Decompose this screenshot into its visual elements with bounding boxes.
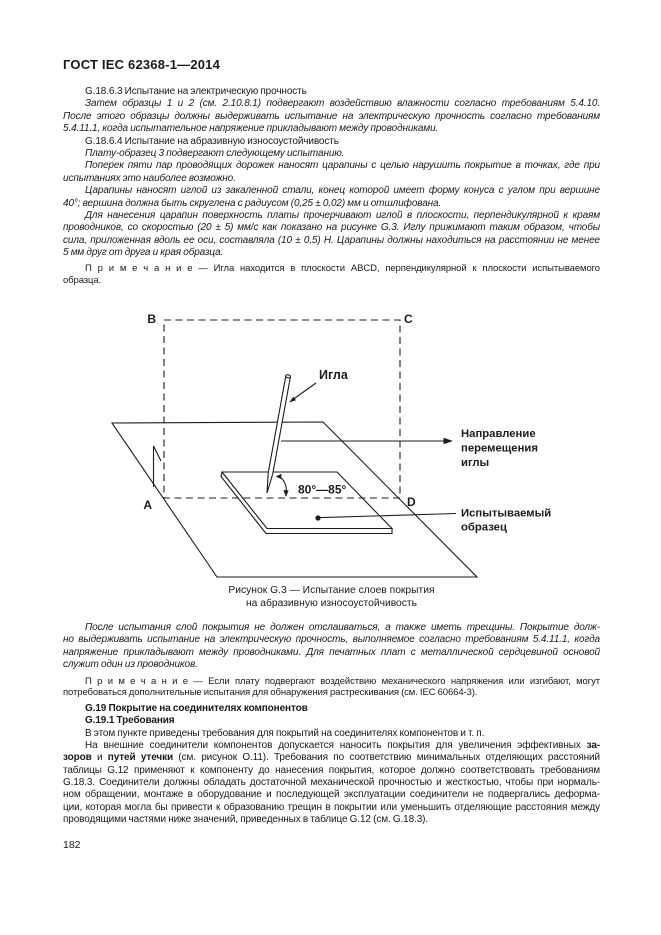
text-line: 40°; вершина должна быть скруглена с радиусом (0,25 ± 0,02) мм и отшлифована. [63,197,442,209]
text-line: G.19 Покрытие на соединителях компонентов [85,702,308,714]
text-line: G.18.6.3 Испытание на электрическую прочность [85,86,307,97]
text-line: После этого образцы должны выдерживать испытание на электрическую прочность согласно требованиям [63,110,600,122]
text-line: Поперек пяти пар проводящих дорожек наносят царапины с целью нарушить покрытие в точках, где при [85,160,600,172]
text-line: В этом пункте приведены требования для покрытий на соединителях компонентов и т. п. [85,727,485,739]
text-line: проводящими частями ниже значений, приведенных в таблице G.12 (см. G.18.3). [63,814,429,826]
text-line: но выдерживать испытание на электрическую прочность, выполняемое согласно требованиям 5.4.11.1, когда [63,634,600,646]
specimen-label-line1: Испытываемый [461,507,552,520]
direction-label-line1: Направление [461,428,536,440]
specimen-label-line2: образец [461,521,507,534]
figure-caption-line1: Рисунок G.3 — Испытание слоев покрытия [228,585,435,596]
corner-label-c: C [404,312,413,326]
text-line: После испытания слой покрытия не должен отслаиваться, а также иметь трещины. Покрытие долж- [85,622,600,633]
needle-label-leader [292,383,317,401]
text-block-top [63,86,600,287]
text-line: G.18.6.4 Испытание на абразивную износоустойчивость [85,135,339,147]
text-line: На внешние соединители компонентов допускается наносить покрытия для увеличения эффективных за- [85,739,600,751]
text-line: сила, приложенная вдоль ее оси, составляла (10 ± 0,5) Н. Царапины должны находиться на расстоянии не менее [63,234,600,246]
figure-caption-line2: на абразивную износоустойчивость [245,598,418,609]
test-specimen-plate [222,472,392,529]
text-line: П р и м е ч а н и е — Игла находится в плоскости ABCD, перпендикулярной к плоскости испытываемого [85,263,600,275]
corner-label-b: B [147,312,156,326]
direction-label-line3: иглы [461,457,490,469]
direction-arrowhead [444,438,454,444]
text-line: испытаниях это наиболее возможно. [63,172,236,184]
text-line: G.19.1 Требования [85,715,175,727]
figure-g3 [85,306,555,582]
text-line: образца. [63,275,102,287]
text-line: G.18.3. Соединители должны обладать достаточной механической прочностью и жесткостью, чтобы при нормаль- [63,777,600,789]
text-line: Для нанесения царапин поверхность платы прочерчивают иглой в плоскости, перпендикулярной к краям [85,209,600,221]
needle-label: Игла [319,368,348,382]
text-line: Царапины наносят иглой из закаленной стали, конец которой имеет форму конуса с углом при вершине [85,185,600,197]
angle-label: 80°—85° [298,482,347,497]
text-line: таблицы G.12 применяют к компоненту до нанесения покрытия, которое должно соответствовать требованиям [63,764,600,776]
text-line: П р и м е ч а н и е — Если плату подвергают воздействию механического напряжения или изгибают, могут [85,675,600,687]
needle-top-cap [285,374,290,378]
figure-caption [63,584,600,610]
corner-label-d: D [407,495,416,509]
text-line: потребоваться дополнительные испытания для обнаружения растрескивания (см. IEC 60664-3). [63,687,478,699]
abrasion-test-diagram [85,306,555,582]
specimen-marker-dot [315,515,320,520]
text-line: 5.4.11.1, когда испытательное напряжение прикладывают между проводниками. [63,123,439,135]
text-line: проводников, со скоростью (20 ± 5) мм/с как показано на рисунке G.3. Иглу прижимают таким образом, чтобы [63,222,600,234]
text-line: служит один из проводников. [63,659,198,671]
plane-edge-break [154,446,162,487]
text-line: зоров и путей утечки (см. рисунок O.11). Требования по соответствию минимальных отделяющих расстояний [63,752,600,764]
text-line: 5 мм друг от друга и края образца. [63,247,224,259]
text-line: Затем образцы 1 и 2 (см. 2.10.8.1) подвергают воздействию влажности согласно требованиям 5.4.10. [85,98,600,110]
direction-label-line2: перемещения [461,442,538,455]
text-line: ном обращении, монтаже в оборудование и последующей эксплуатации соединители не подвергались деформа- [63,789,600,801]
text-block-bottom [63,622,600,827]
corner-label-a: A [143,498,152,512]
text-line: ции, которая могла бы привести к образованию трещин в покрытии или уменьшить отделяющие расстояния между [63,801,600,813]
page-number: 182 [63,839,81,851]
page-header: ГОСТ IEC 62368-1—2014 [63,57,221,72]
text-line: Плату-образец 3 подвергают следующему испытанию. [85,147,345,159]
text-line: напряжение прикладывают между проводниками. Для печатных плат с металлической сердцевиной основой [63,646,600,658]
